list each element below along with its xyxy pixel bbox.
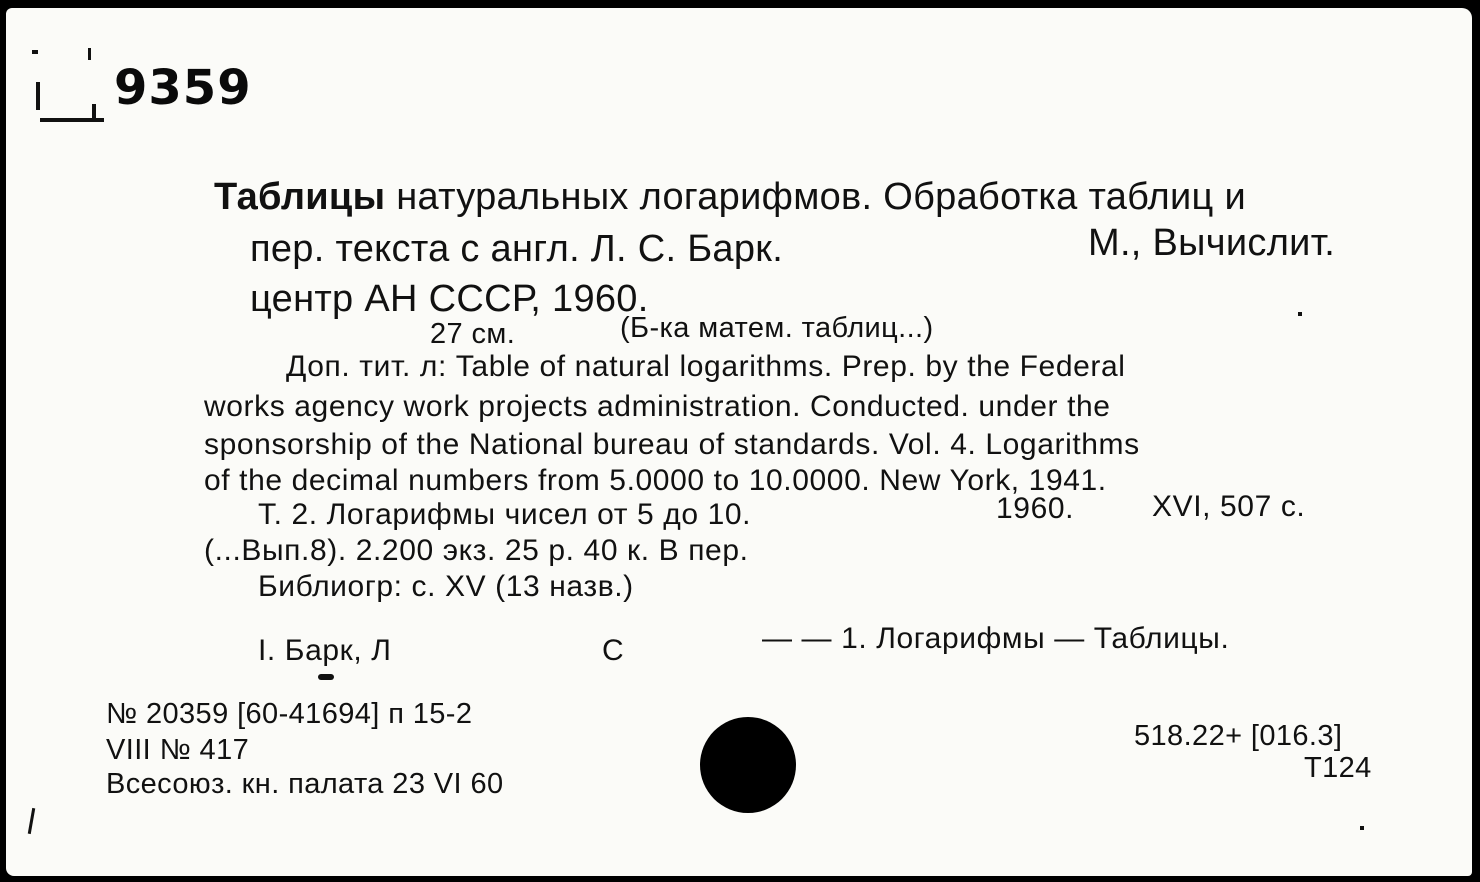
volume-line-2: (...Вып.8). 2.200 экз. 25 р. 40 к. В пер.	[204, 534, 749, 567]
added-entry-person: I. Барк, Л	[258, 634, 392, 667]
publisher: М., Вычислит.	[1088, 222, 1336, 264]
note-line-4: of the decimal numbers from 5.0000 to 10.0000. New York, 1941.	[204, 464, 1107, 497]
note-line-3: sponsorship of the National bureau of standards. Vol. 4. Logarithms	[204, 428, 1140, 461]
title-rest: натуральных логарифмов. Обработка таблиц и	[385, 176, 1246, 218]
title-main-word: Таблицы	[214, 176, 386, 218]
ink-mark	[92, 104, 96, 120]
title-line-3: центр АН СССР, 1960.	[250, 278, 649, 320]
ink-mark	[32, 50, 38, 54]
note-line-2: works agency work projects administration. Conducted. under the	[204, 390, 1111, 423]
subject-heading: — — 1. Логарифмы — Таблицы.	[762, 622, 1230, 655]
author-mark: Т124	[1304, 752, 1372, 784]
dimensions: 27 см.	[430, 318, 516, 350]
bibliography: Библиогр: с. XV (13 назв.)	[258, 570, 634, 603]
card-number: 9359	[114, 60, 252, 116]
record-number: № 20359 [60-41694] п 15-2	[106, 698, 473, 730]
volume-line-1: Т. 2. Логарифмы чисел от 5 до 10.	[258, 498, 752, 531]
ink-mark	[318, 674, 334, 680]
ink-mark	[88, 48, 91, 60]
ink-mark	[1298, 312, 1302, 316]
ink-mark	[36, 82, 40, 110]
series: (Б-ка матем. таблиц...)	[620, 312, 934, 344]
classification-code: 518.22+ [016.3]	[1134, 720, 1343, 752]
edition-number: VIII № 417	[106, 734, 250, 766]
note-line-1: Доп. тит. л: Table of natural logarithms. Prep. by the Federal	[286, 350, 1126, 383]
catalog-card	[6, 8, 1472, 876]
volume-year: 1960.	[996, 492, 1075, 525]
punch-hole	[700, 717, 796, 813]
added-entry-initial: С	[602, 634, 625, 667]
title-line-1	[214, 176, 1246, 219]
ink-mark	[1360, 826, 1364, 830]
ink-mark	[28, 808, 35, 834]
title-line-2: пер. текста с англ. Л. С. Барк.	[250, 228, 784, 270]
volume-pages: XVI, 507 с.	[1152, 490, 1306, 523]
chamber-stamp: Всесоюз. кн. палата 23 VI 60	[106, 768, 504, 800]
